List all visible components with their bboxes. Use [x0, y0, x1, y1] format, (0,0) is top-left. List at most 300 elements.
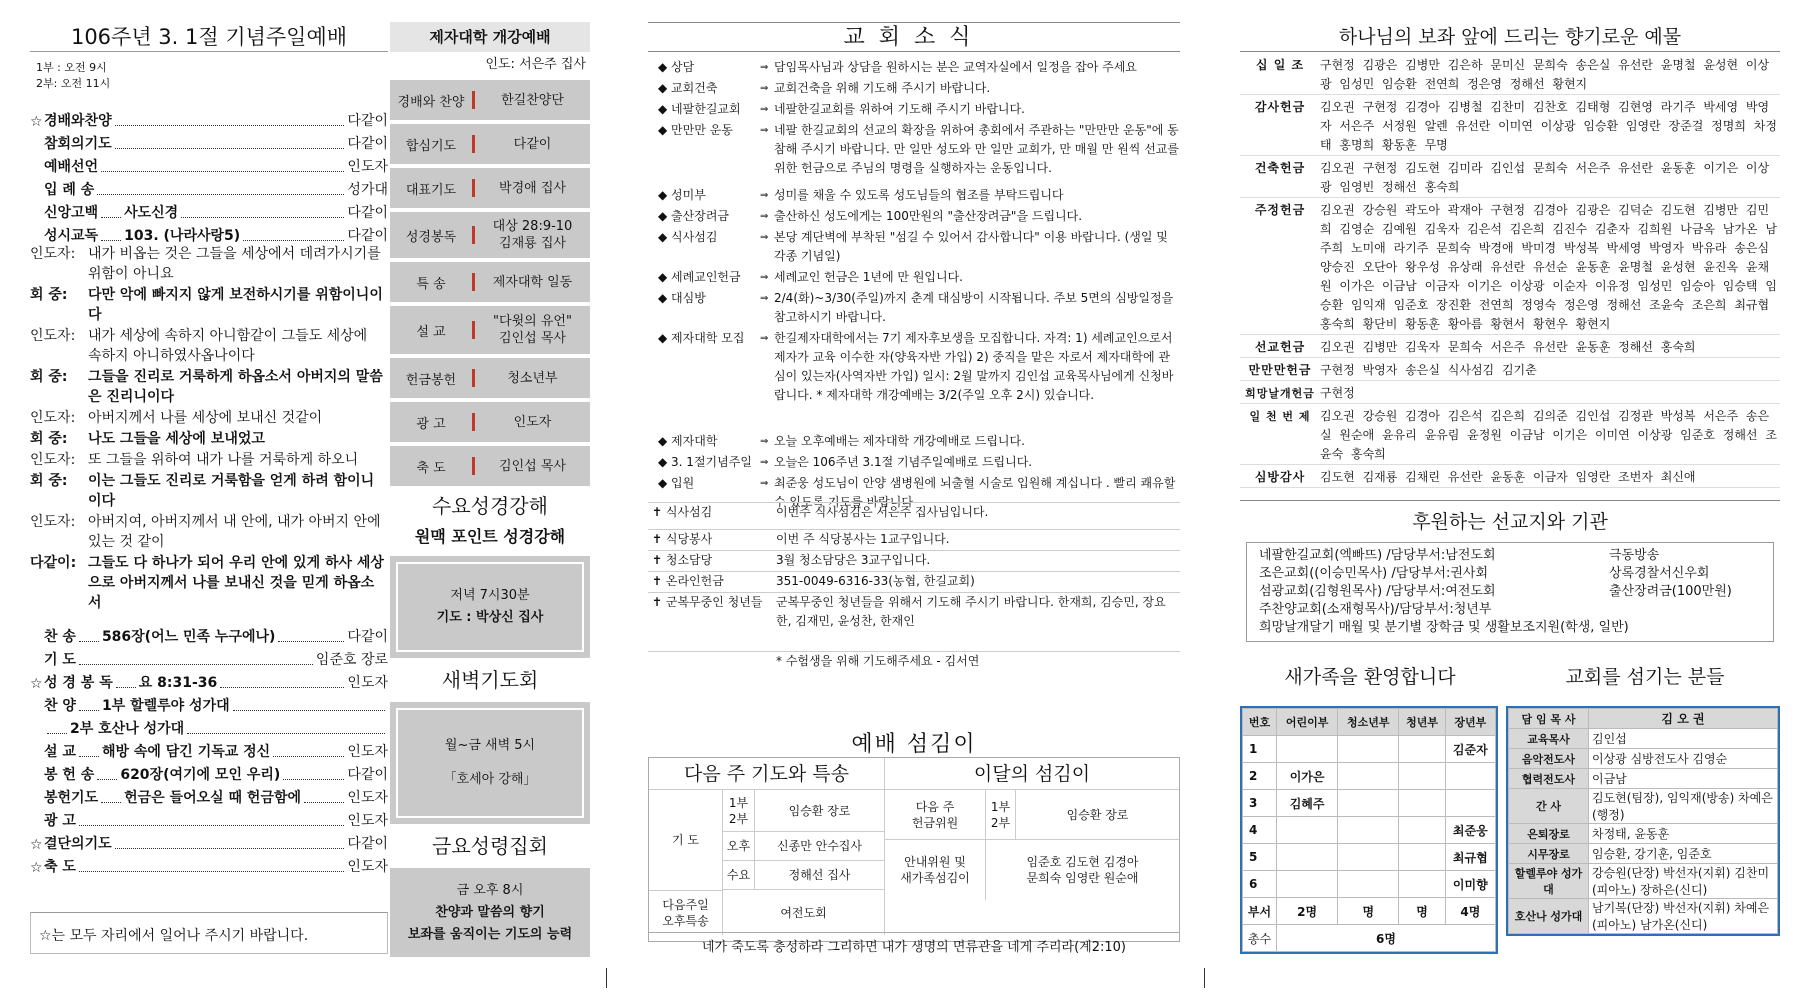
- fri-box: [390, 868, 590, 957]
- offering-category: 희망날개헌금: [1245, 387, 1315, 400]
- news-item-label: 제자대학 모집: [671, 331, 745, 345]
- responsive-text: 아버지께서 나를 세상에 보내신 것같이: [88, 410, 323, 426]
- cross-icon: ✝: [652, 595, 666, 609]
- worship-order-item: [30, 670, 388, 692]
- news-item-key: [648, 432, 760, 451]
- responsive-text: 다만 악에 빠지지 않게 보전하시기를 위함이니이다: [88, 287, 383, 323]
- arrow-icon: ⇒: [760, 104, 769, 115]
- news-item: [648, 432, 1180, 451]
- offering-label: 다음 주 헌금위원: [885, 790, 985, 840]
- responsive-speaker: 회 중:: [30, 473, 68, 489]
- worship-order-item: [30, 716, 388, 738]
- order-dots: [79, 710, 99, 711]
- servant-names: 남기복(단장) 박선자(지휘) 차예은(피아노) 남가온(신디): [1589, 899, 1778, 934]
- order-leader: 다같이: [347, 836, 388, 852]
- order-dots: [79, 664, 313, 665]
- order-value: 해방 속에 담긴 기독교 정신: [101, 744, 271, 760]
- responsive-text: 그들을 진리로 거룩하게 하옵소서 아버지의 말씀은 진리니이다: [88, 369, 383, 405]
- news-item-text: 351-0049-6316-33(농협, 한길교회): [776, 574, 975, 588]
- prayer-part-1-name: 임승환 장로: [755, 790, 885, 832]
- welcome-cell: 6: [1243, 871, 1277, 898]
- worship-order-item: [30, 131, 388, 153]
- news-item-label: 대심방: [671, 291, 706, 305]
- sidebar-panel: [390, 22, 590, 957]
- mission-item: [1259, 583, 1761, 601]
- order-star: ☆: [30, 114, 43, 130]
- news-item-label: 온라인헌금: [665, 574, 724, 588]
- news-item-2: [648, 592, 1180, 631]
- worship-order-item: [30, 808, 388, 830]
- worship-order-panel: [30, 22, 388, 957]
- news-item: [648, 100, 1180, 119]
- welcome-cell: 4: [1243, 817, 1277, 844]
- order-dots: [181, 217, 344, 218]
- offering-value: 임승환 장로: [1015, 790, 1179, 840]
- responsive-speaker: 인도자:: [30, 452, 76, 468]
- servant-row: [1509, 709, 1778, 729]
- worship-order-item: [30, 108, 388, 130]
- news-item-text: 출산하신 성도에게는 100만원의 "출산장려금"을 드립니다.: [774, 209, 1083, 223]
- order-leader: 다같이: [347, 767, 388, 783]
- order-dots: [79, 825, 344, 826]
- diamond-icon: ◆: [658, 455, 672, 469]
- news-item-text: 담임목사님과 상담을 원하시는 분은 교역자실에서 일정을 잡아 주세요: [774, 60, 1137, 74]
- welcome-cell: 명: [1399, 898, 1445, 925]
- cross-icon: ✝: [652, 532, 666, 546]
- order-dots: [115, 125, 345, 126]
- bible-verse: 네가 죽도록 충성하라 그리하면 내가 생명의 면류관을 네게 주리라(계2:10): [648, 932, 1180, 955]
- responsive-line: [30, 450, 388, 470]
- news-item-key: [648, 329, 760, 405]
- welcome-row: [1243, 736, 1496, 763]
- news-item-label: 상담: [671, 60, 695, 74]
- news-title: 교회소식: [648, 22, 1180, 52]
- news-item-key: [648, 207, 760, 226]
- order-dots: [101, 217, 121, 218]
- sidebar-row-label: 광 고: [416, 416, 446, 432]
- sidebar-row: [390, 168, 590, 208]
- fri-line2: 보좌를 움직이는 기도의 능력: [407, 926, 573, 942]
- order-label: 신앙고백: [44, 205, 99, 221]
- mission-name: 희망날개달기 매월 및 분기별 장학금 및 생활보조지원(학생, 일반): [1259, 620, 1629, 635]
- news-item-key: [648, 593, 776, 631]
- sidebar-row-label: 헌금봉헌: [405, 372, 457, 388]
- news-item-text: 오늘은 106주년 3.1절 기념주일예배로 드립니다.: [774, 455, 1033, 469]
- welcome-cell: [1277, 844, 1338, 871]
- responsive-line: [30, 244, 388, 284]
- offering-row: [1240, 159, 1780, 198]
- sidebar-row-value: 인도자: [513, 414, 552, 430]
- sidebar-row-value: 박경애 집사: [499, 180, 566, 196]
- sidebar-row-value: 제자대학 일동: [492, 274, 573, 290]
- order-dots: [115, 848, 345, 849]
- news-item: [648, 121, 1180, 178]
- worship-order-item: [30, 200, 388, 222]
- news-item-text: 최준웅 성도님이 안양 샘병원에 뇌출혈 시술로 입원해 계십니다 . 빨리 쾌유할 수 있도록 기도를 바랍니다: [774, 476, 1176, 509]
- order-dots: [273, 756, 344, 757]
- order-leader: 인도자: [347, 790, 388, 806]
- order-star: ☆: [30, 837, 43, 853]
- order-label: 참회의기도: [44, 136, 112, 152]
- welcome-cell: [1338, 817, 1399, 844]
- worship-order-item: [30, 693, 388, 715]
- mission-name: 주찬양교회(소재형목사)/담당부서:청년부: [1259, 602, 1492, 617]
- order-value: 103. (나라사랑5): [124, 228, 241, 244]
- offerings-title: 하나님의 보좌 앞에 드리는 향기로운 예물: [1240, 22, 1780, 52]
- news-item: [648, 186, 1180, 205]
- sidebar-row: [390, 124, 590, 164]
- wed-time: 저녁 7시30분: [450, 588, 530, 603]
- sidebar-row: [390, 306, 590, 354]
- diamond-icon: ◆: [658, 291, 672, 305]
- news-item: [648, 329, 1180, 405]
- news-item-key: [648, 572, 776, 591]
- responsive-speaker: 인도자:: [30, 246, 76, 262]
- news-item: [648, 58, 1180, 77]
- news-item-text: * 수험생을 위해 기도해주세요 - 김서연: [776, 654, 980, 668]
- arrow-icon: ⇒: [760, 232, 769, 243]
- worship-order-item: [30, 739, 388, 761]
- news-item: [648, 268, 1180, 287]
- worship-order-item: [30, 177, 388, 199]
- servant-role: 은퇴장로: [1509, 824, 1589, 844]
- guide-value: 임준호 김도현 김경아 문희숙 임영란 원순애: [985, 840, 1179, 900]
- diamond-icon: ◆: [658, 209, 672, 223]
- servant-role: 협력전도사: [1509, 769, 1589, 789]
- welcome-total-label: 총수: [1243, 925, 1277, 952]
- worship-order-item: [30, 647, 388, 669]
- fri-line1: 찬양과 말씀의 향기: [435, 904, 545, 920]
- welcome-cell: [1277, 736, 1338, 763]
- servant-role: 호산나 성가대: [1509, 899, 1589, 934]
- offering-category: 심방감사: [1254, 470, 1306, 484]
- prayer-label: 기 도: [649, 790, 723, 890]
- order-label: 축 도: [44, 859, 76, 875]
- order-leader: 다같이: [347, 205, 388, 221]
- welcome-header: 어린이부: [1277, 709, 1338, 736]
- order-dots: [116, 687, 136, 688]
- arrow-icon: ⇒: [760, 436, 769, 447]
- welcome-cell: [1338, 790, 1399, 817]
- offering-row: [1240, 98, 1780, 156]
- worship-times: [36, 60, 110, 92]
- news-item-label: 식사섬김: [671, 230, 718, 244]
- news-item-text: 군복무중인 청년들을 위해서 기도해 주시기 바랍니다. 한재희, 김승민, 장요한, 김재민, 윤성찬, 한재인: [776, 595, 1166, 628]
- welcome-cell: [1277, 817, 1338, 844]
- news-item-label: 교회건축: [671, 81, 718, 95]
- order-dots: [101, 171, 344, 172]
- news-item: [648, 289, 1180, 327]
- offering-parts: 1부 2부: [985, 790, 1015, 840]
- order-label: 찬 송: [44, 629, 76, 645]
- offering-category: 일 천 번 제: [1249, 410, 1311, 423]
- welcome-row: [1243, 790, 1496, 817]
- offering-names: 김오권 김병만 김욱자 문희숙 서은주 유선란 윤동훈 정해선 홍숙희: [1320, 340, 1696, 354]
- prayer-part-2: 오후: [723, 832, 755, 861]
- order-dots: [101, 240, 121, 241]
- news-item-label: 만만만 운동: [671, 123, 733, 137]
- welcome-total-row: [1243, 925, 1496, 952]
- service-title: 예배 섬김이: [851, 732, 977, 757]
- offering-category: 선교헌금: [1254, 340, 1306, 354]
- news-item-label: 식사섬김: [665, 505, 713, 519]
- responsive-text: 그들도 다 하나가 되어 우리 안에 있게 하사 세상으로 아버지께서 나를 보내신 것을 믿게 하옵소서: [88, 555, 384, 611]
- order-dots: [79, 871, 344, 872]
- responsive-line: [30, 553, 388, 613]
- welcome-cell: 최준웅: [1445, 817, 1495, 844]
- arrow-icon: ⇒: [760, 190, 769, 201]
- news-item-text: 오늘 오후예배는 제자대학 개강예배로 드립니다.: [774, 434, 1025, 448]
- news-item: [648, 453, 1180, 472]
- order-dots: [79, 756, 99, 757]
- sidebar-leader: 인도: 서은주 집사: [485, 57, 586, 72]
- order-dots: [97, 779, 117, 780]
- arrow-icon: ⇒: [760, 211, 769, 222]
- sidebar-row-label: 특 송: [416, 276, 446, 292]
- offering-category: 감사헌금: [1254, 100, 1306, 114]
- offering-row: [1240, 384, 1780, 404]
- servant-role: 담 임 목 사: [1509, 709, 1589, 729]
- servant-row: [1509, 729, 1778, 749]
- offering-row: [1240, 361, 1780, 381]
- servant-names: 이상광 심방전도사 김영순: [1589, 749, 1778, 769]
- servant-names: 임승환, 강기훈, 임준호: [1589, 844, 1778, 864]
- servant-row: [1509, 824, 1778, 844]
- welcome-cell: [1445, 763, 1495, 790]
- order-value: 사도신경: [124, 205, 179, 221]
- servant-names: 차정태, 윤동훈: [1589, 824, 1778, 844]
- wed-subtitle: 원맥 포인트 성경강해: [414, 527, 566, 546]
- order-leader: 인도자: [347, 675, 388, 691]
- welcome-header: 청소년부: [1338, 709, 1399, 736]
- responsive-line: [30, 326, 388, 366]
- servant-row: [1509, 789, 1778, 824]
- order-value: 1부 할렐루야 성가대: [101, 698, 230, 714]
- news-item-label: 3. 1절기념주일: [671, 455, 752, 469]
- servant-role: 할렐루야 성가대: [1509, 864, 1589, 899]
- order-leader: 다같이: [347, 136, 388, 152]
- welcome-cell: 명: [1338, 898, 1399, 925]
- news-item-text: 성미를 채울 수 있도록 성도님들의 협조를 부탁드립니다: [774, 188, 1064, 202]
- order-dots: [220, 687, 344, 688]
- news-item-2: [648, 502, 1180, 522]
- sidebar-row-label: 축 도: [416, 460, 446, 476]
- responsive-line: [30, 408, 388, 428]
- new-family-table: [1240, 706, 1498, 954]
- worship-order-item: [30, 831, 388, 853]
- arrow-icon: ⇒: [760, 457, 769, 468]
- welcome-header: 번호: [1243, 709, 1277, 736]
- cross-icon: ✝: [652, 553, 666, 567]
- dawn-title: 새벽기도회: [441, 668, 539, 692]
- servant-names: 강승원(단장) 박선자(지휘) 김찬미(피아노) 장하은(신디): [1589, 864, 1778, 899]
- news-item-label: 식당봉사: [665, 532, 713, 546]
- worship-time-2: 2부: 오전 11시: [36, 77, 111, 90]
- arrow-icon: ⇒: [760, 478, 769, 489]
- welcome-title: 새가족을 환영합니다: [1284, 666, 1456, 688]
- mission-item: [1259, 619, 1761, 637]
- responsive-line: [30, 367, 388, 407]
- order-value: 헌금은 들어오실 때 헌금함에: [124, 790, 302, 806]
- prayer-part-3: 수요: [723, 861, 755, 890]
- order-label: 경배와찬양: [44, 113, 112, 129]
- responsive-text: 또 그들을 위하여 내가 나를 거룩하게 하오니: [88, 452, 359, 468]
- news-item-key: [648, 228, 760, 266]
- responsive-speaker: 회 중:: [30, 369, 68, 385]
- welcome-cell: 3: [1243, 790, 1277, 817]
- prayer-part-3-name: 정해선 집사: [755, 861, 885, 890]
- mission-item: [1259, 565, 1761, 583]
- order-value: 586장(어느 민족 누구에나): [101, 629, 276, 645]
- special-label: 다음주일 오후특송: [649, 890, 723, 935]
- service-table: [648, 757, 1180, 942]
- mission-box: [1246, 542, 1774, 642]
- sidebar-row-label: 성경봉독: [405, 229, 457, 245]
- worship-order-item: [30, 154, 388, 176]
- fold-mark-2: [1204, 968, 1205, 988]
- offering-row: [1240, 201, 1780, 335]
- welcome-cell: 1: [1243, 736, 1277, 763]
- order-dots: [304, 802, 344, 803]
- sidebar-row: [390, 358, 590, 398]
- diamond-icon: ◆: [658, 270, 672, 284]
- mission-item: [1259, 601, 1761, 619]
- diamond-icon: ◆: [658, 230, 672, 244]
- mission-name: 조은교회((이승민목사) /담당부서:권사회: [1259, 566, 1489, 581]
- order-label: 설 교: [44, 744, 76, 760]
- order-value: 2부 호산나 성가대: [70, 721, 185, 737]
- welcome-total: 6명: [1277, 925, 1496, 952]
- responsive-line: [30, 285, 388, 325]
- offering-category: 십 일 조: [1255, 58, 1305, 72]
- offering-names: 김오권 강승원 김경아 김은석 김은희 김의준 김인섭 김정관 박성복 서은주 송은실 원순애 윤유리 윤유림 윤정원 이금남 이기은 이미연 이상광 임준호 정해선 조윤숙 홍숙희: [1320, 409, 1777, 461]
- dawn-book: 「호세아 강해」: [443, 772, 537, 787]
- order-leader: 다같이: [347, 228, 388, 244]
- diamond-icon: ◆: [658, 60, 672, 74]
- sidebar-row-label: 설 교: [416, 324, 446, 340]
- church-news-panel: [648, 22, 1180, 957]
- month-title: 이달의 섬김이: [885, 758, 1179, 790]
- welcome-cell: [1338, 763, 1399, 790]
- offering-category: 만만만헌금: [1248, 363, 1312, 377]
- servant-names: 김도현(팀장), 임익재(방송) 차예은(행정): [1589, 789, 1778, 824]
- order-leader: 인도자: [347, 859, 388, 875]
- news-item-text: 네팔 한길교회의 선교의 확장을 위하여 총회에서 주관하는 "만만만 운동"에 동참해 주시기 바랍니다. 만 일만 성도와 만 일만 교회가, 만 매월 만 원씩 선교를 위한 헌금으로 주님의 명령을 실행하자는 운동입니다.: [774, 123, 1179, 175]
- sidebar-row-value: "다윗의 유언" 김인섭 목사: [493, 314, 572, 346]
- order-dots: [115, 148, 345, 149]
- servant-row: [1509, 749, 1778, 769]
- sidebar-row-value: 청소년부: [507, 370, 558, 386]
- arrow-icon: ⇒: [760, 125, 769, 136]
- news-item-2: [648, 571, 1180, 591]
- order-dots: [79, 641, 99, 642]
- servant-role: 간 사: [1509, 789, 1589, 824]
- welcome-row: [1243, 817, 1496, 844]
- diamond-icon: ◆: [658, 123, 672, 137]
- mission-item: [1259, 547, 1761, 565]
- fri-time: 금 오후 8시: [456, 882, 524, 898]
- standing-note: ☆는 모두 자리에서 일어나 주시기 바랍니다.: [30, 912, 388, 954]
- diamond-icon: ◆: [658, 81, 672, 95]
- order-dots: [47, 733, 67, 734]
- responsive-speaker: 회 중:: [30, 431, 68, 447]
- church-servants-table: [1506, 706, 1780, 936]
- order-dots: [243, 240, 344, 241]
- mission-name: 섬광교회(김형원목사) /담당부서:여전도회: [1259, 584, 1496, 599]
- news-item-key: [648, 100, 760, 119]
- diamond-icon: ◆: [658, 331, 672, 345]
- responsive-text: 내가 비옵는 것은 그들을 세상에서 데려가시기를 위함이 아니요: [88, 246, 381, 282]
- servant-role: 음악전도사: [1509, 749, 1589, 769]
- order-dots: [233, 710, 385, 711]
- worship-order-item: [30, 624, 388, 646]
- responsive-speaker: 인도자:: [30, 514, 76, 530]
- responsive-text: 아버지여, 아버지께서 내 안에, 내가 아버지 안에 있는 것 같이: [88, 514, 381, 550]
- news-item: [648, 228, 1180, 266]
- welcome-cell: [1277, 871, 1338, 898]
- responsive-line: [30, 471, 388, 511]
- sidebar-row-value: 대상 28:9-10 김재룡 집사: [492, 219, 573, 251]
- welcome-cell: 부서: [1243, 898, 1277, 925]
- order-label: 봉헌기도: [44, 790, 99, 806]
- servant-names: 김인섭: [1589, 729, 1778, 749]
- news-item-2: [648, 651, 1180, 671]
- order-dots: [187, 733, 385, 734]
- sidebar-row-value: 다같이: [513, 136, 552, 152]
- welcome-row: [1243, 871, 1496, 898]
- responsive-speaker: 인도자:: [30, 328, 76, 344]
- offering-names: 구현정: [1320, 386, 1355, 400]
- servant-role: 시무장로: [1509, 844, 1589, 864]
- arrow-icon: ⇒: [760, 272, 769, 283]
- news-item-text: 3월 청소담당은 3교구입니다.: [776, 553, 931, 567]
- worship-order-item: [30, 785, 388, 807]
- special-value: 여전도회: [723, 890, 885, 935]
- mission-name: 네팔한길교회(엑빠뜨) /담당부서:남전도회: [1259, 548, 1496, 563]
- arrow-icon: ⇒: [760, 83, 769, 94]
- order-leader: 인도자: [347, 159, 388, 175]
- responsive-line: [30, 512, 388, 552]
- worship-time-1: 1부 : 오전 9시: [36, 61, 107, 74]
- news-item-text: 세례교인 헌금은 1년에 만 원입니다.: [774, 270, 963, 284]
- news-item-label: 출산장려금: [671, 209, 730, 223]
- responsive-text: 나도 그들을 세상에 보내었고: [88, 431, 265, 447]
- order-value: 요 8:31-36: [138, 675, 218, 691]
- news-item-text: 네팔한길교회를 위하여 기도해 주시기 바랍니다.: [774, 102, 1025, 116]
- order-label: 기 도: [44, 652, 76, 668]
- diamond-icon: ◆: [658, 188, 672, 202]
- news-item-2: [648, 529, 1180, 549]
- responsive-text: 내가 세상에 속하지 아니함같이 그들도 세상에 속하지 아니하였사옵나이다: [88, 328, 368, 364]
- offering-names: 구현정 김광은 김병만 김은하 문미신 문희숙 송은실 유선란 윤명철 윤성현 이상광 임성민 임승환 전연희 정은영 정해선 황현지: [1320, 58, 1770, 91]
- welcome-cell: [1399, 763, 1445, 790]
- news-item-text: 이번 주 식당봉사는 1교구입니다.: [776, 532, 950, 546]
- welcome-header: 장년부: [1445, 709, 1495, 736]
- order-value: 620장(여기에 모인 우리): [120, 767, 281, 783]
- responsive-speaker: 다같이:: [30, 555, 77, 571]
- order-leader: 인도자: [347, 744, 388, 760]
- servant-names: 이금남: [1589, 769, 1778, 789]
- servant-row: [1509, 899, 1778, 934]
- sidebar-title: 제자대학 개강예배: [390, 22, 590, 52]
- welcome-cell: [1338, 736, 1399, 763]
- responsive-text: 이는 그들도 진리로 거룩함을 얻게 하려 함이니이다: [88, 473, 375, 509]
- servant-row: [1509, 769, 1778, 789]
- offering-category: 건축헌금: [1254, 161, 1306, 175]
- cross-icon: ✝: [652, 505, 666, 519]
- order-dots: [278, 641, 344, 642]
- news-item-label: 군복무중인 청년들: [665, 595, 763, 609]
